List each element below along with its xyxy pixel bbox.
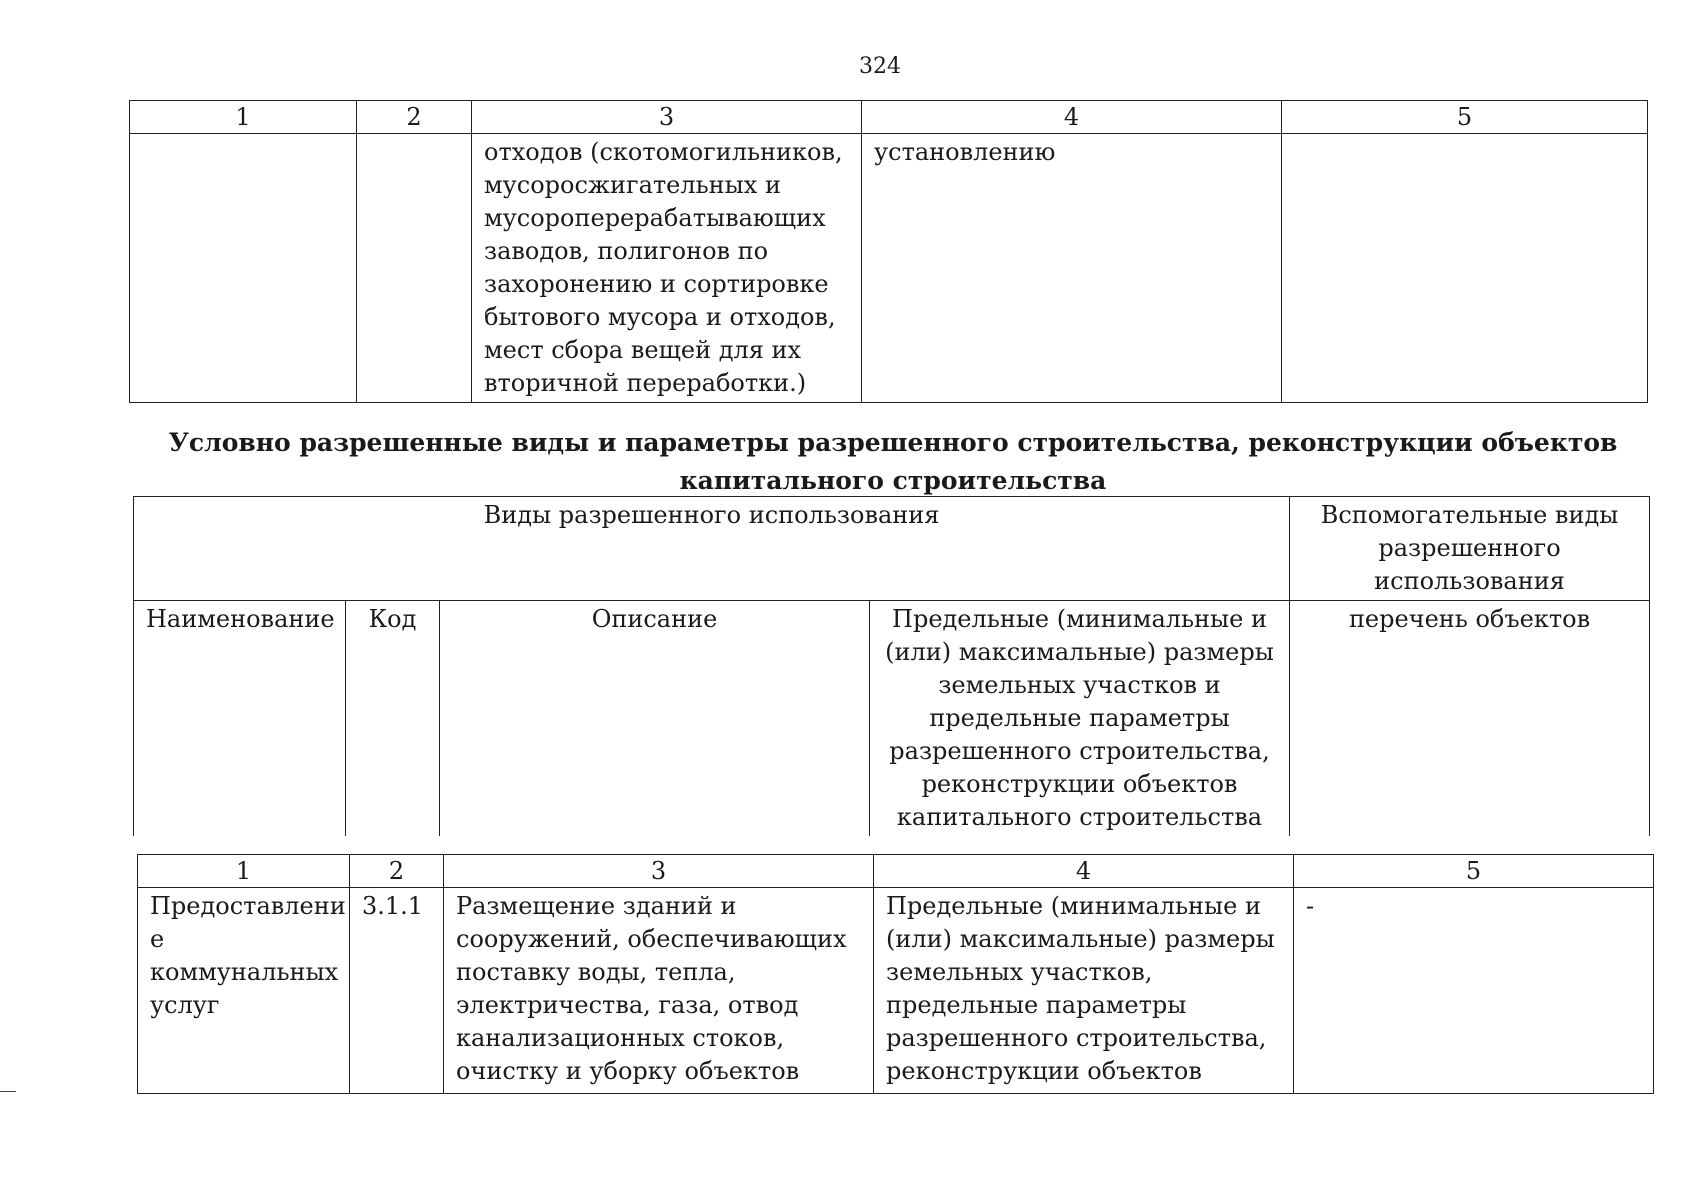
header-description — [440, 601, 870, 837]
page-number: 324 — [859, 54, 901, 79]
use-code-text: 3.1.1 — [362, 892, 424, 920]
col-number-1: 1 — [130, 101, 357, 134]
use-limits-text: Предельные (минимальные и (или) максимальные) размеры земельных участков, предельные параметры разрешенного строительства, реконструкции объектов — [886, 892, 1275, 1085]
header-group-row — [134, 497, 1650, 601]
table-row — [138, 888, 1654, 1094]
limits-text: установлению — [874, 138, 1056, 166]
header-code-text: Код — [368, 605, 417, 633]
cell-aux — [1282, 134, 1648, 403]
header-limits — [870, 601, 1290, 837]
header-name — [134, 601, 346, 837]
use-description-text: Размещение зданий и сооружений, обеспечивающих поставку воды, тепла, электричества, газа, отвод канализационных стоков, очистку и уборку объектов — [456, 892, 847, 1085]
col-number-1: 1 — [138, 855, 350, 888]
aux-group-text: Вспомогательные виды разрешенного использования — [1320, 501, 1619, 595]
header-aux-group — [1290, 497, 1650, 601]
cell-name — [130, 134, 357, 403]
cell-limits — [874, 888, 1294, 1094]
cell-name — [138, 888, 350, 1094]
header-limits-text: Предельные (минимальные и (или) максимальные) размеры земельных участков и предельные параметры разрешенного строительства, реконструкции объектов капитального строительства — [885, 605, 1274, 831]
header-name-text: Наименование — [146, 605, 335, 633]
col-number-5: 5 — [1294, 855, 1654, 888]
cell-limits — [862, 134, 1282, 403]
header-objects-list — [1290, 601, 1650, 837]
column-number-row — [138, 855, 1654, 888]
section-title: Условно разрешенные виды и параметры разрешенного строительства, реконструкции объектов капитального строительства — [168, 428, 1618, 495]
header-main-group — [134, 497, 1290, 601]
continued-table — [129, 100, 1648, 403]
description-text: отходов (скотомогильников, мусоросжигательных и мусороперерабатывающих заводов, полигонов по захоронению и сортировке бытового мусора и отходов, мест сбора вещей для их вторичной переработки.) — [484, 138, 843, 397]
permitted-uses-table — [137, 854, 1654, 1094]
column-number-row — [130, 101, 1648, 134]
cell-aux — [1294, 888, 1654, 1094]
cell-code — [350, 888, 444, 1094]
header-columns-row — [134, 601, 1650, 837]
cell-code — [357, 134, 472, 403]
col-number-2: 2 — [357, 101, 472, 134]
header-objects-text: перечень объектов — [1348, 605, 1591, 633]
use-aux-text: - — [1306, 892, 1315, 920]
use-name-text: Предоставлени е коммунальных услуг — [150, 892, 346, 1019]
col-number-4: 4 — [874, 855, 1294, 888]
col-number-3: 3 — [472, 101, 862, 134]
col-number-4: 4 — [862, 101, 1282, 134]
table-row — [130, 134, 1648, 403]
header-description-text: Описание — [591, 605, 718, 633]
header-code — [346, 601, 440, 837]
header-table — [133, 496, 1650, 836]
cell-description — [444, 888, 874, 1094]
col-number-5: 5 — [1282, 101, 1648, 134]
cell-description — [472, 134, 862, 403]
col-number-3: 3 — [444, 855, 874, 888]
col-number-2: 2 — [350, 855, 444, 888]
main-group-text: Виды разрешенного использования — [483, 501, 940, 529]
margin-mark — [0, 1091, 16, 1092]
